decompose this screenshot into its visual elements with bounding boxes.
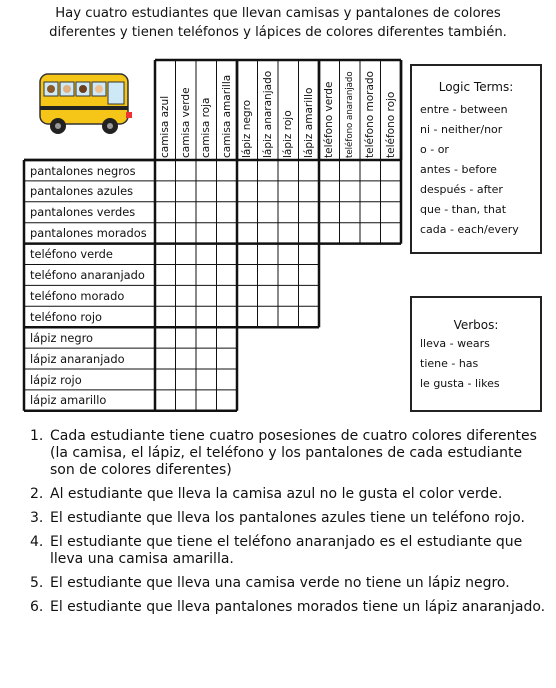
verbo-item: tiene - has [420, 357, 479, 370]
clue-text: El estudiante que lleva una camisa verde no tiene un lápiz negro. [50, 575, 510, 591]
row-label: lápiz rojo [30, 372, 82, 387]
verbos-title: Verbos: [453, 318, 499, 332]
row-label: lápiz amarillo [30, 393, 107, 408]
column-label-text: lápiz anaranjado [261, 70, 274, 158]
column-label [278, 60, 298, 160]
column-label-text: camisa verde [179, 87, 192, 158]
column-label-text: lápiz negro [241, 99, 253, 158]
intro-line-1: Hay cuatro estudiantes que llevan camisas y pantalones de colores [55, 6, 501, 21]
column-label [299, 60, 319, 160]
column-label [217, 60, 237, 160]
column-label-text: teléfono anaranjado [344, 71, 355, 158]
column-label-text: teléfono morado [364, 71, 376, 158]
column-label-text: camisa azul [159, 95, 171, 158]
logic-term: después - after [420, 183, 503, 196]
clue-text: Cada estudiante tiene cuatro posesiones de cuatro colores diferentes (la camisa, el lápiz, el teléfono y los pantalones de cada estudiante son de colores diferentes) [50, 428, 537, 478]
clue-number: 1. [30, 428, 44, 444]
column-label-text: teléfono rojo [384, 91, 397, 158]
clue-item [30, 510, 550, 527]
clue-text: El estudiante que lleva los pantalones azules tiene un teléfono rojo. [50, 510, 525, 526]
logic-term: ni - neither/nor [420, 123, 503, 136]
clue-text: Al estudiante que lleva la camisa azul no le gusta el color verde. [50, 486, 503, 502]
clue-number: 6. [30, 599, 44, 615]
clue-number: 5. [30, 575, 44, 591]
logic-term: cada - each/every [420, 223, 519, 236]
column-label [155, 60, 175, 160]
row-label: pantalones negros [30, 163, 136, 178]
clue-item [30, 575, 550, 592]
column-label-text: lápiz amarillo [302, 87, 315, 158]
row-label: lápiz negro [30, 330, 93, 345]
logic-term: entre - between [420, 103, 508, 116]
row-label: pantalones verdes [30, 205, 136, 220]
column-label [319, 60, 339, 160]
logic-terms-title: Logic Terms: [438, 80, 514, 94]
row-label: pantalones morados [30, 226, 147, 241]
row-label: lápiz anaranjado [30, 351, 125, 366]
row-label: teléfono rojo [30, 309, 102, 324]
column-label [176, 60, 196, 160]
row-label: pantalones azules [30, 184, 134, 199]
verbo-item: le gusta - likes [420, 377, 500, 390]
clue-item [30, 486, 550, 503]
clue-number: 4. [30, 534, 44, 550]
column-label-text: camisa roja [200, 97, 212, 158]
verbos-panel [410, 296, 542, 412]
clue-list [30, 428, 550, 623]
column-label [381, 60, 401, 160]
logic-term: antes - before [420, 163, 497, 176]
column-label-text: camisa amarilla [220, 74, 233, 158]
column-label [340, 60, 360, 160]
column-label [360, 60, 380, 160]
clue-text: El estudiante que lleva pantalones morados tiene un lápiz anaranjado. [50, 599, 546, 615]
clue-item [30, 428, 550, 479]
column-label-text: teléfono verde [323, 81, 335, 158]
clue-item [30, 534, 550, 568]
logic-terms-panel [410, 64, 542, 254]
column-label [258, 60, 278, 160]
logic-term: que - than, that [420, 203, 507, 216]
row-label: teléfono morado [30, 288, 125, 303]
clue-number: 2. [30, 486, 44, 502]
intro-line-2: diferentes y tienen teléfonos y lápices de colores diferentes también. [49, 25, 507, 40]
logic-term: o - or [420, 143, 449, 156]
row-label: teléfono verde [30, 247, 113, 262]
clue-number: 3. [30, 510, 44, 526]
verbo-item: lleva - wears [420, 337, 490, 350]
clue-item [30, 599, 550, 616]
column-label [196, 60, 216, 160]
column-label-text: lápiz rojo [282, 110, 294, 158]
column-label [237, 60, 257, 160]
row-label: teléfono anaranjado [30, 268, 145, 282]
clue-text: El estudiante que tiene el teléfono anaranjado es el estudiante que lleva una camisa amarilla. [50, 534, 523, 567]
